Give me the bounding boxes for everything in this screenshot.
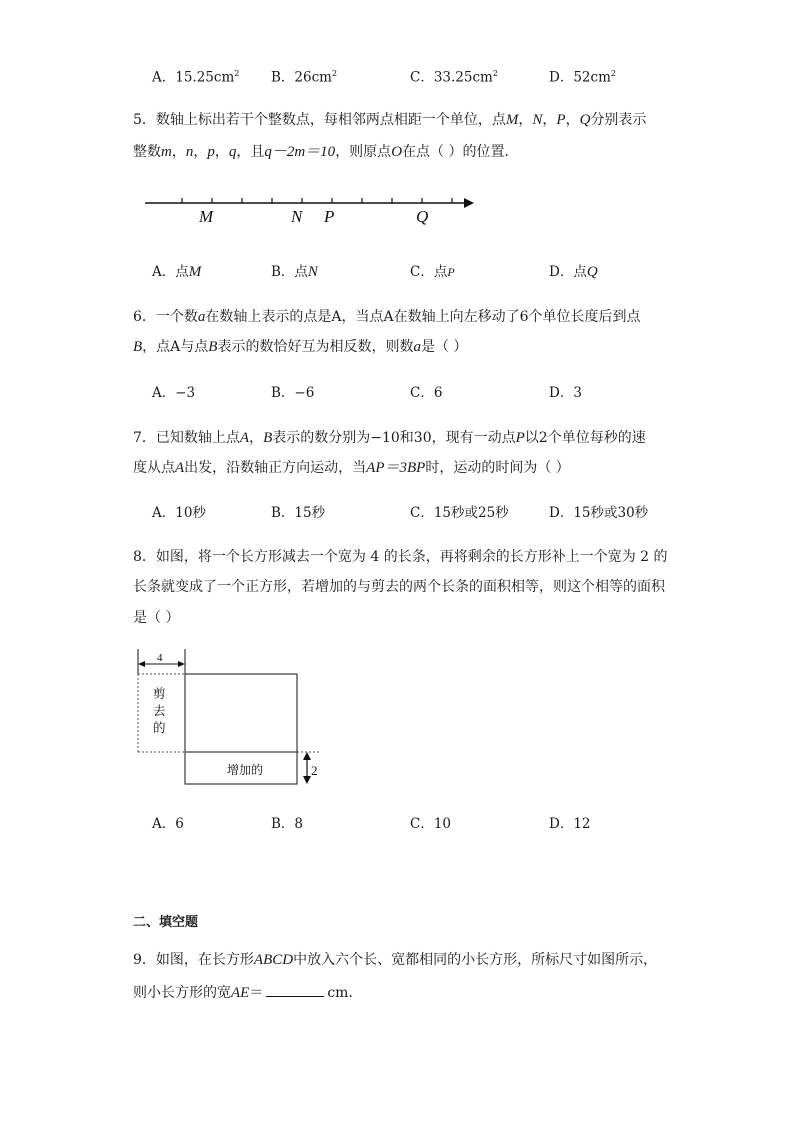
q6-line-2: B，点A与点B表示的数恰好互为相反数，则数a是（ ） bbox=[133, 339, 468, 355]
q5-option-c: C．点P bbox=[410, 264, 455, 280]
q8-option-c: C．10 bbox=[410, 816, 452, 832]
axis-label-q: Q bbox=[416, 207, 429, 226]
q8-line-3: 是（ ） bbox=[133, 610, 180, 626]
q4-option-b: B．$26cm^2$ bbox=[271, 69, 338, 86]
q7-option-b: B．15秒 bbox=[271, 505, 326, 521]
q9-line-2: 则小长方形的宽AE＝ cm． bbox=[133, 982, 362, 1003]
number-line-ticks bbox=[182, 198, 452, 203]
answer-blank[interactable] bbox=[266, 982, 324, 997]
cut-label-3: 的 bbox=[153, 720, 166, 735]
q7-option-c: C．15秒或25秒 bbox=[410, 505, 509, 521]
q7-option-a: A．10秒 bbox=[152, 505, 206, 521]
q9-line-1: 9．如图，在长方形ABCD中放入六个长、宽都相同的小长方形，所标尺寸如图所示， bbox=[133, 952, 658, 968]
q5-option-a: A．点M bbox=[152, 264, 202, 280]
right-dimension-label: 2 bbox=[311, 763, 318, 778]
cut-label-1: 剪 bbox=[153, 686, 166, 701]
section-title: 二、填空题 bbox=[133, 915, 199, 930]
q7-option-d: D．15秒或30秒 bbox=[549, 505, 649, 521]
top-dimension-label: 4 bbox=[157, 652, 163, 664]
q7-line-1: 7．已知数轴上点A，B表示的数分别为−10和30，现有一动点P以2个单位每秒的速 bbox=[133, 430, 646, 446]
q4-option-d: D．$52cm^2$ bbox=[549, 69, 616, 86]
q6-option-a: A．−3 bbox=[152, 385, 196, 401]
q4-option-c: C．$33.25cm^2$ bbox=[410, 69, 498, 86]
axis-label-p: P bbox=[324, 207, 335, 226]
rectangle-figure bbox=[130, 646, 330, 791]
number-line-arrow bbox=[464, 198, 474, 208]
q5-option-b: B．点N bbox=[271, 264, 318, 280]
q5-line-1: 5．数轴上标出若干个整数点，每相邻两点相距一个单位，点M，N，P，Q分别表示 bbox=[133, 112, 647, 128]
axis-label-n: N bbox=[291, 207, 303, 226]
q7-line-2: 度从点A出发，沿数轴正方向运动，当AP＝3BP时，运动的时间为（ ） bbox=[133, 460, 570, 476]
cut-label-2: 去 bbox=[153, 703, 166, 718]
q6-line-1: 6．一个数a在数轴上表示的点是A，当点A在数轴上向左移动了6个单位长度后到点 bbox=[133, 309, 641, 325]
added-label: 增加的 bbox=[227, 763, 264, 777]
q8-option-d: D．12 bbox=[549, 816, 591, 832]
q8-option-a: A．6 bbox=[152, 816, 184, 832]
main-rectangle bbox=[185, 674, 297, 752]
q5-line-2: 整数m，n，p，q，且q－2m＝10，则原点O在点（ ）的位置． bbox=[133, 144, 519, 160]
q5-option-d: D．点Q bbox=[549, 264, 598, 280]
q6-option-c: C．6 bbox=[410, 385, 443, 401]
q6-option-b: B．−6 bbox=[271, 385, 315, 401]
q8-line-1: 8．如图，将一个长方形减去一个宽为 4 的长条，再将剩余的长方形补上一个宽为 2 的 bbox=[133, 549, 668, 565]
q4-option-a: A．$15.25cm^2$ bbox=[152, 69, 240, 86]
q8-option-b: B．8 bbox=[271, 816, 304, 832]
q8-line-2: 长条就变成了一个正方形，若增加的与剪去的两个长条的面积相等，则这个相等的面积 bbox=[133, 579, 665, 595]
number-line-figure bbox=[140, 188, 485, 228]
q6-option-d: D．3 bbox=[549, 385, 582, 401]
axis-label-m: M bbox=[199, 207, 214, 226]
